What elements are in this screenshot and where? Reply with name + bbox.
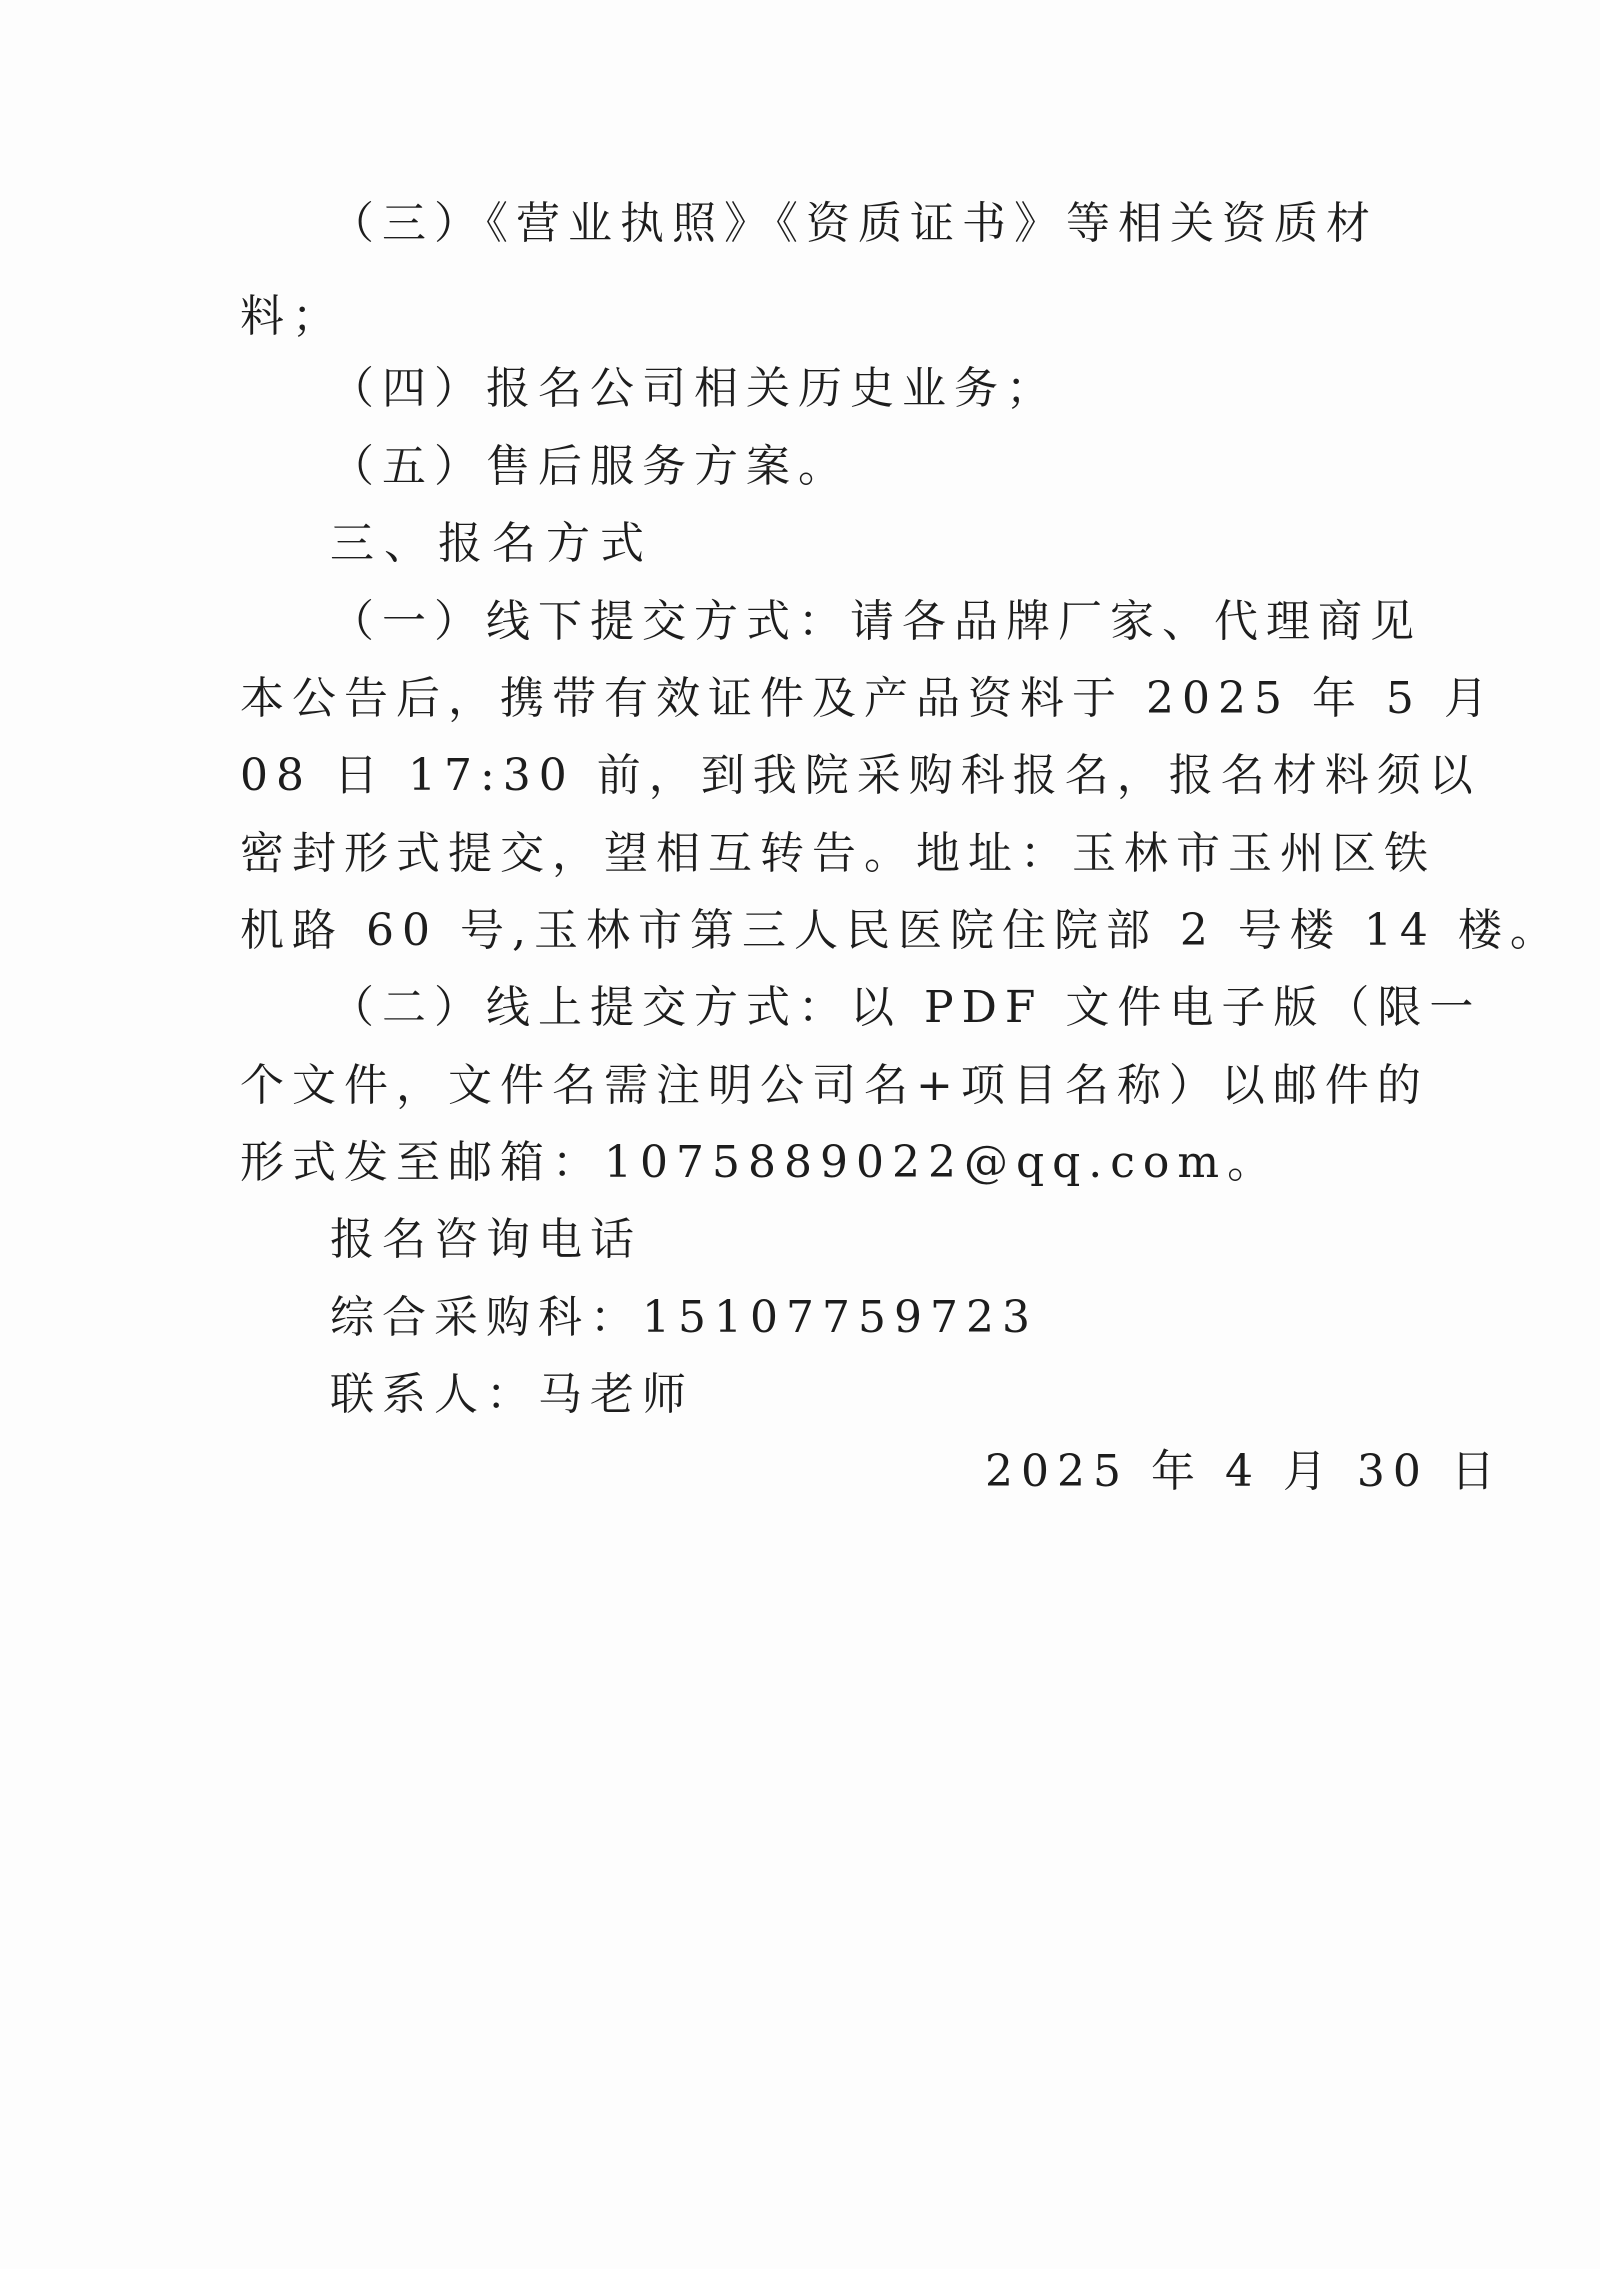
text-line: 密封形式提交，望相互转告。地址：玉林市玉州区铁 [240, 828, 1436, 879]
text-line: （五）售后服务方案。 [330, 441, 850, 492]
text-line: （二）线上提交方式：以 PDF 文件电子版（限一 [330, 982, 1482, 1033]
text-line: 料； [240, 291, 344, 342]
text-line: 形式发至邮箱：1075889022@qq.com。 [240, 1137, 1280, 1188]
text-line: 联系人：马老师 [330, 1369, 694, 1420]
text-line: 综合采购科：15107759723 [330, 1292, 1038, 1343]
text-line: 报名咨询电话 [330, 1214, 642, 1265]
text-line: （三）《营业执照》《资质证书》等相关资质材 [330, 198, 1378, 249]
text-line: 个文件，文件名需注明公司名+项目名称）以邮件的 [240, 1060, 1429, 1111]
text-line: 本公告后，携带有效证件及产品资料于 2025 年 5 月 [240, 673, 1496, 724]
text-line: （四）报名公司相关历史业务； [330, 363, 1058, 414]
document-date: 2025 年 4 月 30 日 [985, 1446, 1503, 1497]
text-line: （一）线下提交方式：请各品牌厂家、代理商见 [330, 596, 1422, 647]
section-heading: 三、报名方式 [330, 518, 654, 569]
text-line: 08 日 17:30 前，到我院采购科报名，报名材料须以 [240, 750, 1481, 801]
text-line: 机路 60 号,玉林市第三人民医院住院部 2 号楼 14 楼。 [240, 905, 1562, 956]
